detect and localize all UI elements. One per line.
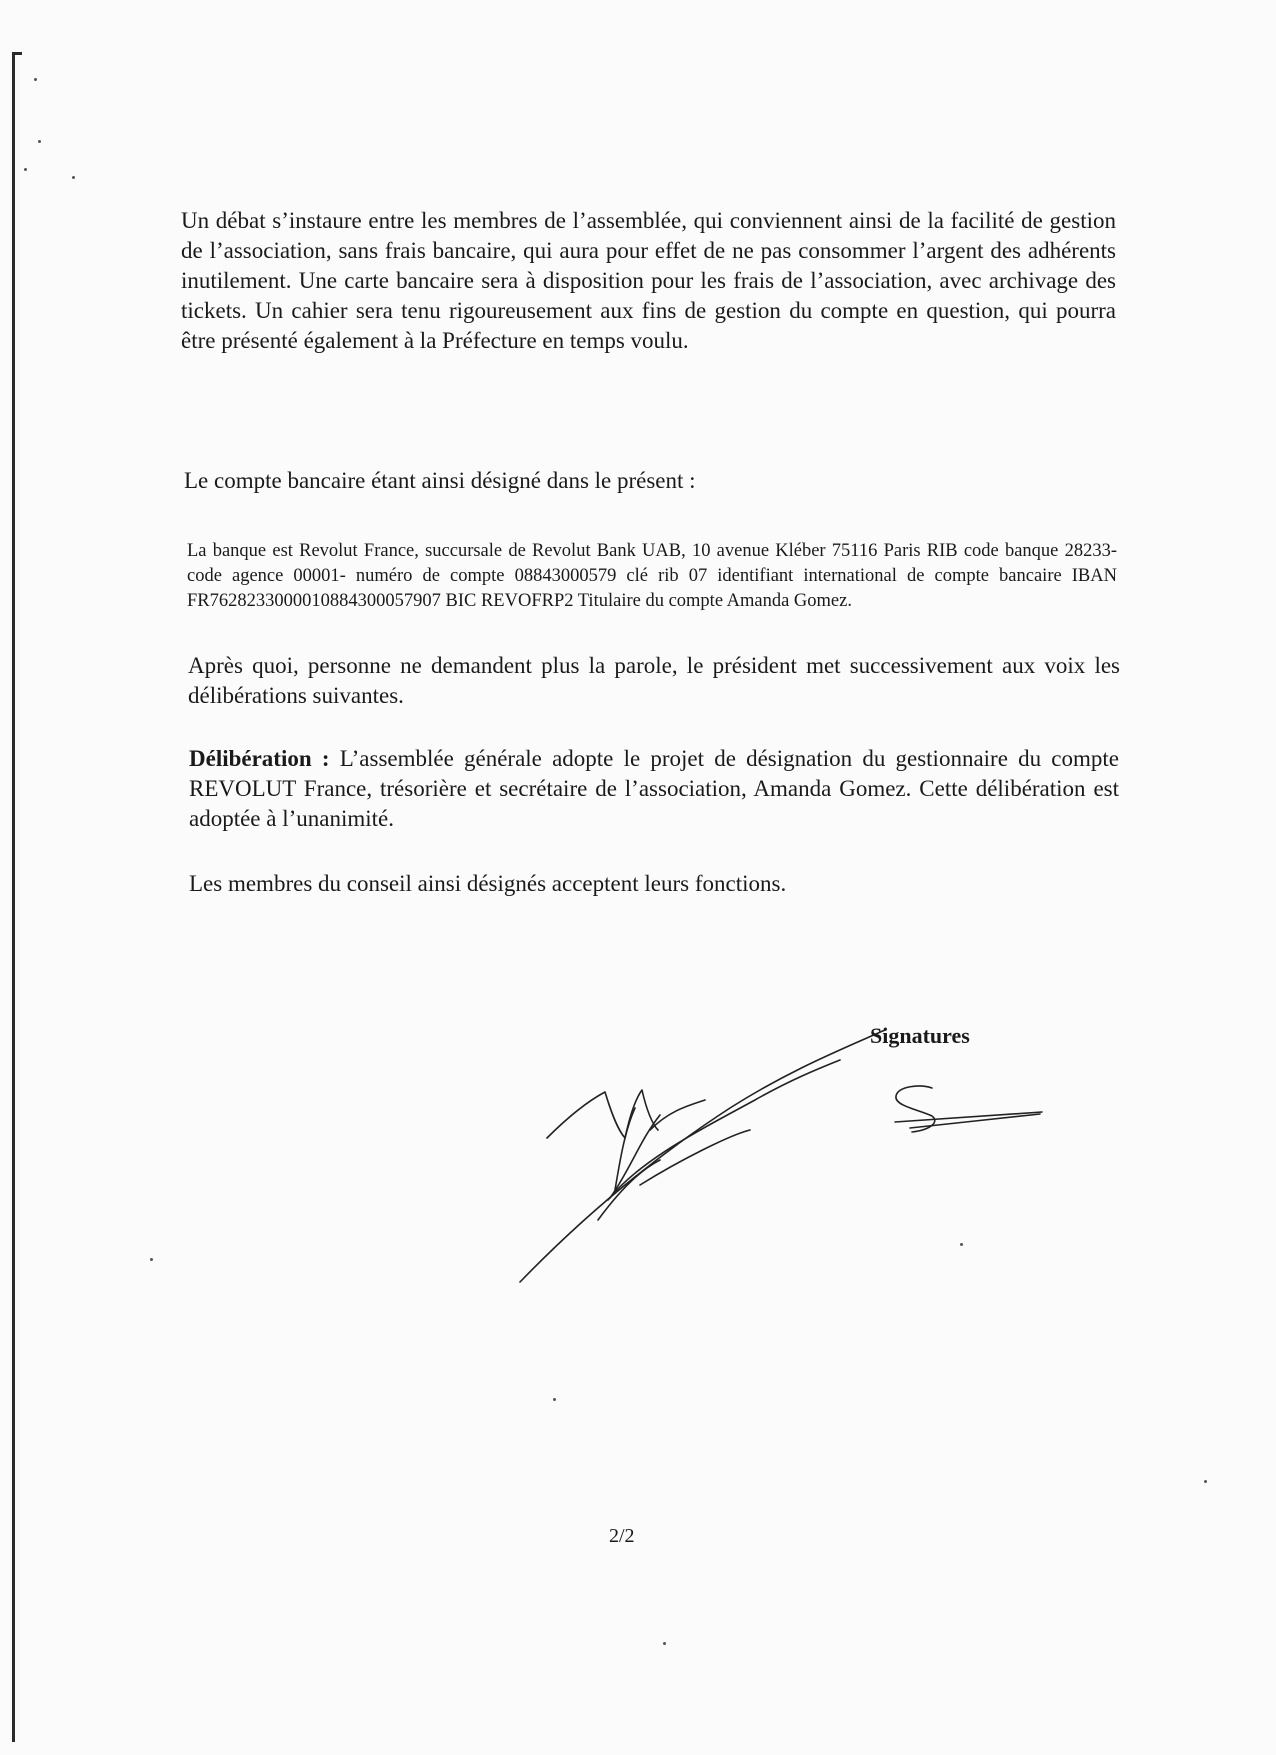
debate-paragraph: Un débat s’instaure entre les membres de l’assemblée, qui conviennent ainsi de la facilité de gestion de l’association, sans frais bancaire, qui aura pour effet de ne pas consommer l’argent des adhérents inutilement. Une carte bancaire sera à disposition pour les frais de l’association, avec archivage des tickets. Un cahier sera tenu rigoureusement aux fins de gestion du compte en question, qui pourra être présenté également à la Préfecture en temps voulu. (181, 208, 1116, 353)
signature-right (895, 1086, 1042, 1132)
scan-speck (34, 78, 37, 81)
account-intro: Le compte bancaire étant ainsi désigné dans le présent : (184, 468, 696, 493)
scan-speck (553, 1398, 556, 1401)
signatures-label: Signatures (870, 1023, 970, 1048)
page-number: 2/2 (609, 1525, 635, 1547)
signature-left (520, 1030, 885, 1282)
scan-speck (150, 1258, 153, 1261)
scan-speck (72, 176, 75, 179)
deliberation-paragraph (189, 744, 1119, 834)
scan-speck (1204, 1480, 1207, 1483)
after-paragraph: Après quoi, personne ne demandent plus la parole, le président met successivement aux voix les délibérations suivantes. (188, 653, 1120, 708)
deliberation-text: L’assemblée générale adopte le projet de désignation du gestionnaire du compte REVOLUT France, trésorière et secrétaire de l’association, Amanda Gomez. Cette délibération est adoptée à l’unanimité. (189, 746, 1119, 831)
handwritten-signatures (500, 1020, 1060, 1290)
deliberation-label: Délibération : (189, 746, 330, 771)
scan-edge-tick (12, 52, 22, 55)
scan-speck (663, 1642, 666, 1645)
members-paragraph: Les membres du conseil ainsi désignés acceptent leurs fonctions. (189, 871, 787, 896)
scan-edge-line (12, 52, 15, 1742)
scan-speck (24, 168, 27, 171)
scan-speck (38, 140, 41, 143)
bank-details: La banque est Revolut France, succursale de Revolut Bank UAB, 10 avenue Kléber 75116 Paris RIB code banque 28233-code agence 00001- numéro de compte 08843000579 clé rib 07 identifiant international de compte bancaire IBAN FR7628233000010884300057907 BIC REVOFRP2 Titulaire du compte Amanda Gomez. (187, 540, 1117, 611)
